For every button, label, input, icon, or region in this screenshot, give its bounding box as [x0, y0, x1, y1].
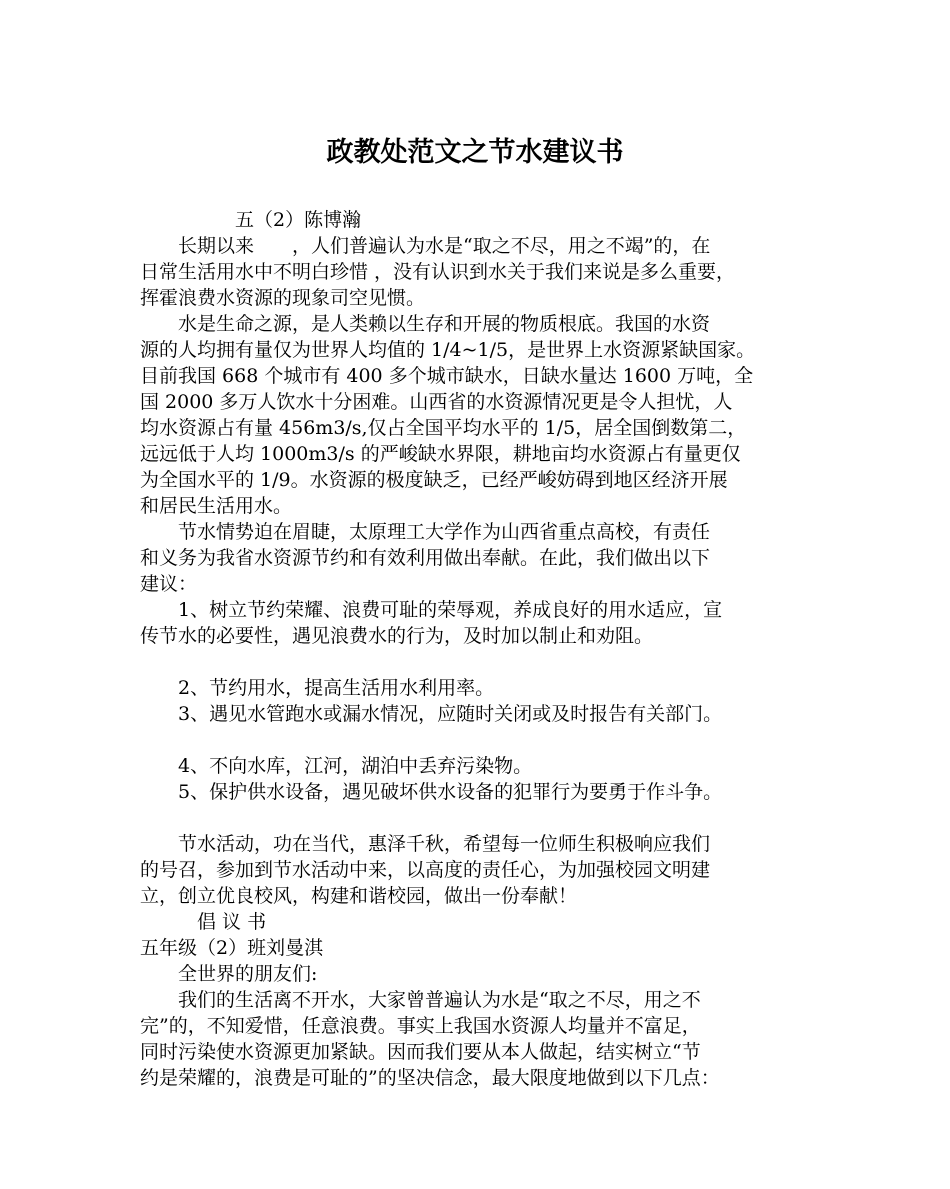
paragraph-line: 均水资源占有量 456m3/s,仅占全国平均水平的 1/5，居全国倒数第二， — [140, 417, 747, 439]
author-line: 五（2）陈博瀚 — [140, 209, 362, 231]
salutation-line: 全世界的朋友们: — [140, 963, 318, 985]
list-item-line: 3、遇见水管跑水或漏水情况，应随时关闭或及时报告有关部门。 — [140, 703, 723, 725]
list-item-line: 传节水的必要性，遇见浪费水的行为，及时加以制止和劝阻。 — [140, 625, 654, 647]
paragraph-line: 目前我国 668 个城市有 400 多个城市缺水，日缺水量达 1600 万吨，全 — [140, 365, 754, 387]
blank-line — [140, 805, 830, 831]
paragraph-line: 和义务为我省水资源节约和有效利用做出奉献。在此，我们做出以下 — [140, 547, 711, 569]
author-line: 五年级（2）班刘曼淇 — [140, 937, 324, 959]
paragraph-line: 水是生命之源，是人类赖以生存和开展的物质根底。我国的水资 — [140, 313, 711, 335]
paragraph-line: 和居民生活用水。 — [140, 495, 293, 517]
blank-line — [140, 649, 830, 675]
section-heading-line: 倡 议 书 — [140, 911, 267, 933]
paragraph-line: 源的人均拥有量仅为世界人均值的 1/4~1/5，是世界上水资源紧缺国家。 — [140, 339, 756, 361]
paragraph-line: 完”的，不知爱惜，任意浪费。事实上我国水资源人均量并不富足， — [140, 1015, 701, 1037]
list-item-line: 1、树立节约荣耀、浪费可耻的荣辱观，养成良好的用水适应，宣 — [140, 599, 723, 621]
list-item-line: 5、保护供水设备，遇见破坏供水设备的犯罪行为要勇于作斗争。 — [140, 781, 723, 803]
paragraph-line: 国 2000 多万人饮水十分困难。山西省的水资源情况更是令人担忧，人 — [140, 391, 733, 413]
paragraph-line: 长期以来 ，人们普遍认为水是“取之不尽，用之不竭”的，在 — [140, 235, 711, 257]
paragraph-line: 建议： — [140, 573, 198, 595]
paragraph-line: 挥霍浪费水资源的现象司空见惯。 — [140, 287, 426, 309]
paragraph-line: 日常生活用水中不明白珍惜 ，没有认识到水关于我们来说是多么重要， — [140, 261, 736, 283]
paragraph-line: 约是荣耀的，浪费是可耻的”的坚决信念，最大限度地做到以下几点： — [140, 1067, 720, 1089]
paragraph-line: 的号召，参加到节水活动中来，以高度的责任心，为加强校园文明建 — [140, 859, 711, 881]
paragraph-line: 为全国水平的 1/9。水资源的极度缺乏，已经严峻妨碍到地区经济开展 — [140, 469, 728, 491]
list-item-line: 2、节约用水，提高生活用水利用率。 — [140, 677, 495, 699]
document-title: 政教处范文之节水建议书 — [326, 137, 624, 168]
paragraph-line: 节水活动，功在当代，惠泽千秋，希望每一位师生积极响应我们 — [140, 833, 711, 855]
paragraph-line: 节水情势迫在眉睫，太原理工大学作为山西省重点高校，有责任 — [140, 521, 711, 543]
list-item-line: 4、不向水库，江河，湖泊中丢弃污染物。 — [140, 755, 533, 777]
blank-line — [140, 727, 830, 753]
paragraph-line: 立，创立优良校风，构建和谐校园，做出一份奉献！ — [140, 885, 578, 907]
paragraph-line: 同时污染使水资源更加紧缺。因而我们要从本人做起，结实树立“节 — [140, 1041, 701, 1063]
document-body — [140, 207, 830, 1091]
paragraph-line: 远远低于人均 1000m3/s 的严峻缺水界限，耕地亩均水资源占有量更仅 — [140, 443, 741, 465]
paragraph-line: 我们的生活离不开水，大家曾普遍认为水是“取之不尽，用之不 — [140, 989, 701, 1011]
